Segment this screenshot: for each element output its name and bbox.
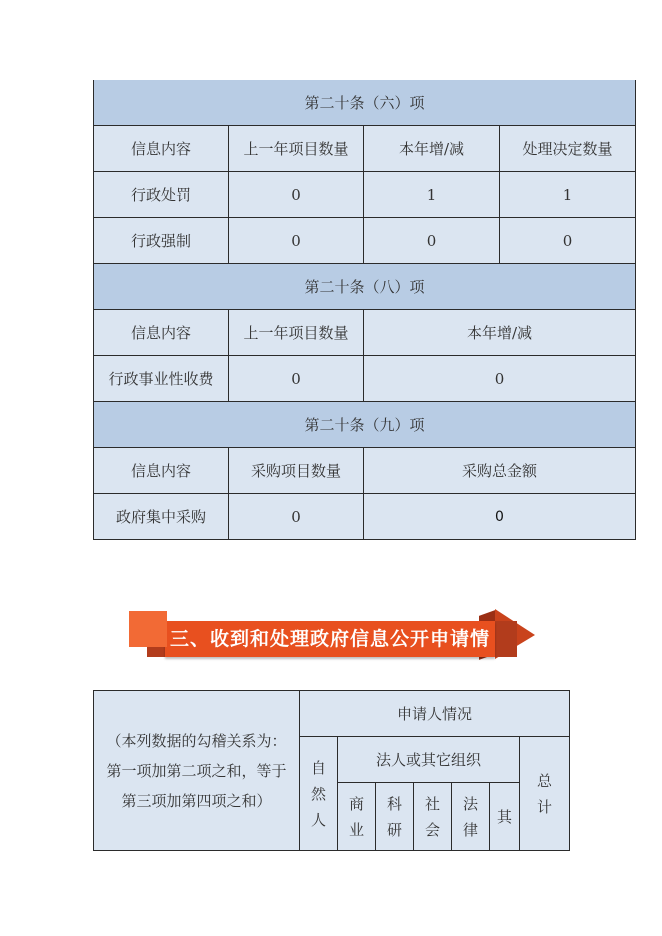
other-header <box>490 783 520 851</box>
table-cell: 政府集中采购 <box>94 494 229 540</box>
char: 律 <box>462 820 478 839</box>
relationship-note <box>94 691 300 851</box>
table-cell: 1 <box>364 172 500 218</box>
legal-header <box>452 783 490 851</box>
table-row <box>94 356 636 402</box>
section-8-title: 第二十条（八）项 <box>94 264 636 310</box>
table-row <box>94 218 636 264</box>
table-cell: 0 <box>364 494 636 540</box>
header-cell: 本年增/减 <box>364 310 636 356</box>
section-title-row <box>94 402 636 448</box>
table-header-row <box>94 691 570 737</box>
header-cell: 采购项目数量 <box>229 448 364 494</box>
applicant-header: 申请人情况 <box>300 691 570 737</box>
research-header <box>376 783 414 851</box>
note-line: （本列数据的勾稽关系为： <box>106 731 287 750</box>
natural-person-header <box>300 737 338 851</box>
table-cell: 0 <box>500 218 636 264</box>
char: 总 <box>536 771 552 790</box>
ribbon-square-decoration <box>129 611 167 647</box>
table-header-row <box>94 448 636 494</box>
header-cell: 处理决定数量 <box>500 126 636 172</box>
char: 其 <box>496 807 512 826</box>
char: 计 <box>536 797 552 816</box>
table-cell: 1 <box>500 172 636 218</box>
total-header <box>520 737 570 851</box>
section-9-title: 第二十条（九）项 <box>94 402 636 448</box>
note-line: 第三项加第四项之和） <box>121 791 272 810</box>
table-cell: 0 <box>229 218 364 264</box>
table-cell: 行政强制 <box>94 218 229 264</box>
char: 商 <box>348 794 364 813</box>
application-status-table <box>93 690 570 851</box>
char: 然 <box>310 784 326 803</box>
table-cell: 0 <box>364 218 500 264</box>
note-line: 第一项加第二项之和，等于 <box>106 761 287 780</box>
char: 人 <box>310 810 326 829</box>
section-banner <box>129 609 535 686</box>
table-row <box>94 494 636 540</box>
header-cell: 信息内容 <box>94 126 229 172</box>
header-cell: 信息内容 <box>94 310 229 356</box>
public-disclosure-table <box>93 80 636 540</box>
char: 社 <box>424 794 440 813</box>
header-cell: 本年增/减 <box>364 126 500 172</box>
section-banner-title: 三、收到和处理政府信息公开申请情况 <box>169 628 490 686</box>
header-cell: 上一年项目数量 <box>229 310 364 356</box>
legal-org-header: 法人或其它组织 <box>338 737 520 783</box>
char: 法 <box>462 794 478 813</box>
header-cell: 上一年项目数量 <box>229 126 364 172</box>
table-cell: 0 <box>229 356 364 402</box>
char: 会 <box>424 820 440 839</box>
table-header-row <box>94 310 636 356</box>
table-cell: 行政事业性收费 <box>94 356 229 402</box>
table-cell: 0 <box>364 356 636 402</box>
table-cell: 行政处罚 <box>94 172 229 218</box>
header-cell: 采购总金额 <box>364 448 636 494</box>
table-header-row <box>94 126 636 172</box>
table-cell: 0 <box>229 494 364 540</box>
business-header <box>338 783 376 851</box>
char: 科 <box>386 794 402 813</box>
social-header <box>414 783 452 851</box>
table-cell: 0 <box>229 172 364 218</box>
header-cell: 信息内容 <box>94 448 229 494</box>
char: 研 <box>386 820 402 839</box>
section-6-title: 第二十条（六）项 <box>94 80 636 126</box>
char: 自 <box>310 758 326 777</box>
table-row <box>94 172 636 218</box>
char: 业 <box>348 820 364 839</box>
section-title-row <box>94 80 636 126</box>
section-title-row <box>94 264 636 310</box>
